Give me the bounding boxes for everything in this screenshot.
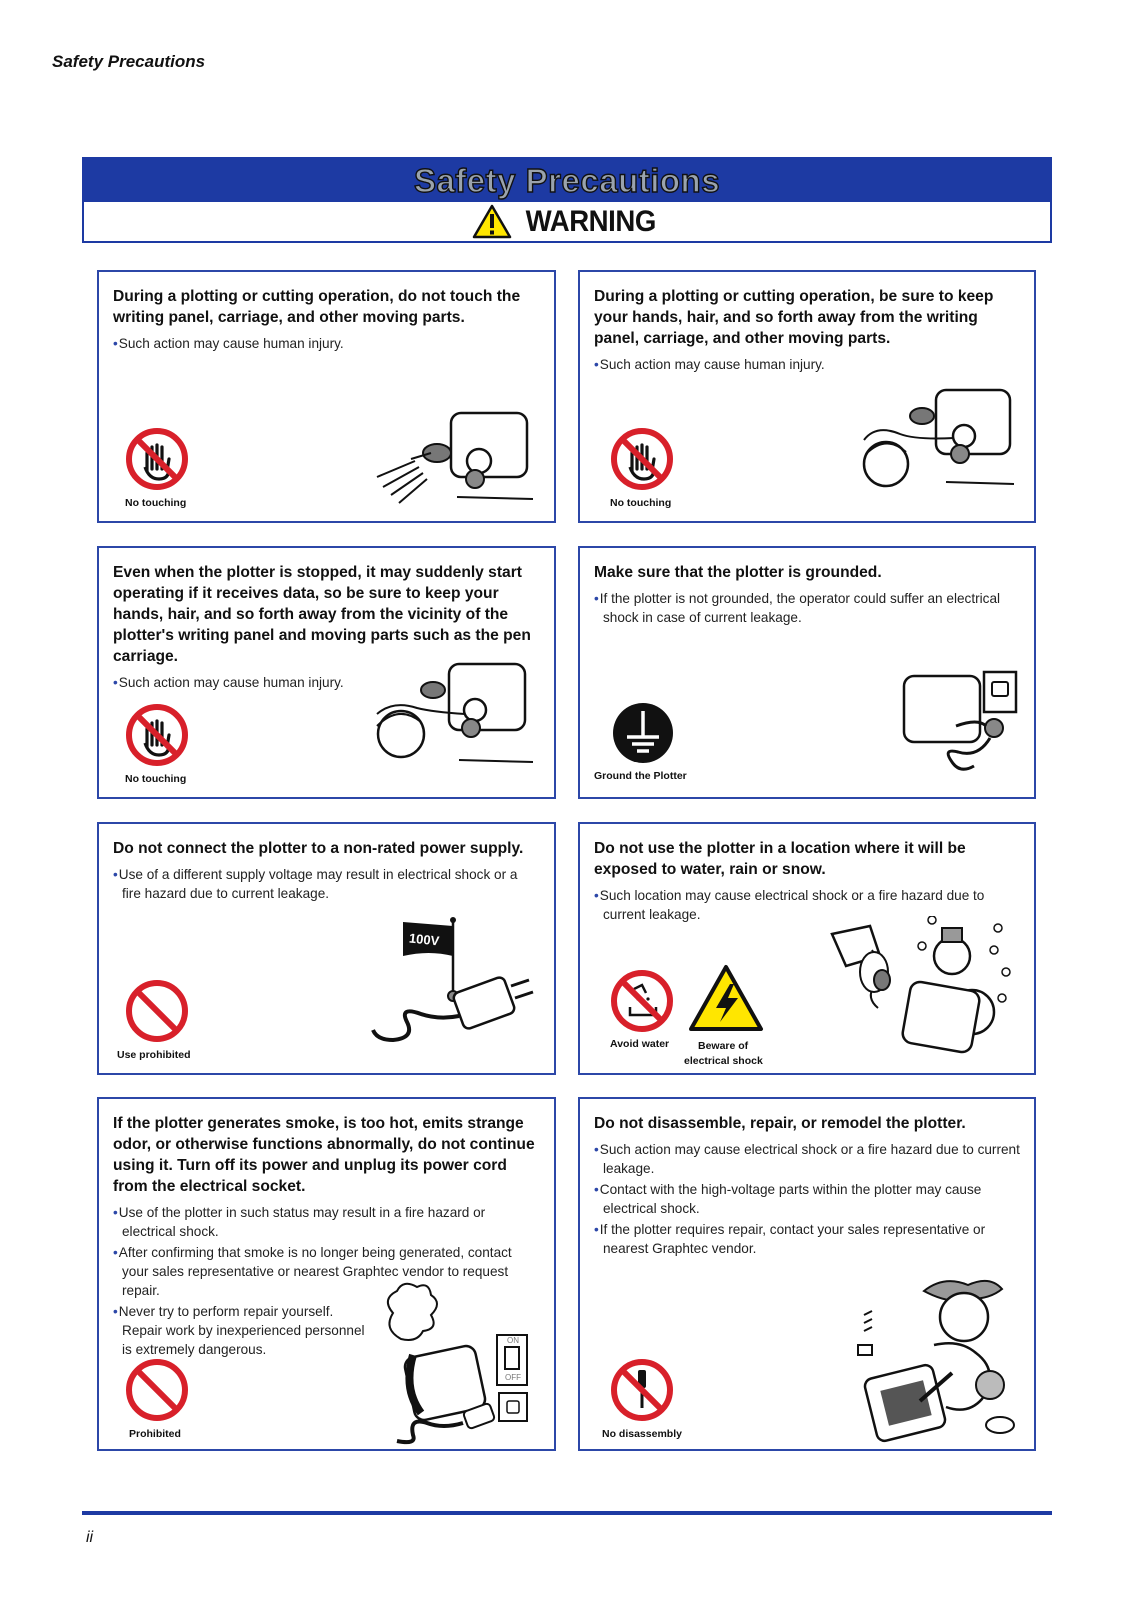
banner-title-bar <box>84 159 1050 202</box>
no-touching-icon <box>610 427 674 491</box>
panel-abnormal-operation <box>97 1097 556 1451</box>
use-prohibited-icon <box>125 979 189 1043</box>
no-touching-icon <box>125 427 189 491</box>
panel-sudden-start <box>97 546 556 799</box>
panel-bullet: • Such action may cause human injury. <box>594 355 1020 374</box>
panel-no-disassembly <box>578 1097 1036 1451</box>
running-head: Safety Precautions <box>52 52 206 71</box>
panel-heading: During a plotting or cutting operation, be sure to keep your hands, hair, and so forth away from the writing panel, carriage, and other moving parts. <box>594 288 994 347</box>
prohibited-icon <box>125 1358 189 1422</box>
electrical-shock-warning-icon <box>688 964 764 1032</box>
panel-heading: If the plotter generates smoke, is too hot, emits strange odor, or otherwise functions abnormally, do not continue using it. Turn off its power and unplug its power cord from the electrical socket. <box>113 1115 535 1195</box>
smoking-plotter-illustration <box>373 1279 537 1445</box>
panel-no-touch-moving-parts <box>97 270 556 523</box>
switch-off-label: OFF <box>505 1373 521 1382</box>
sign-label: Prohibited <box>129 1428 181 1440</box>
voltage-flag-plug-illustration <box>369 916 537 1056</box>
switch-on-label: ON <box>507 1336 519 1345</box>
sign-label: No touching <box>125 773 187 785</box>
hair-near-carriage-illustration <box>363 660 535 776</box>
warning-triangle-icon <box>472 204 512 239</box>
safety-banner <box>82 157 1052 243</box>
panel-bullet: • Use of a different supply voltage may result in electrical shock or a fire hazard due to current leakage. <box>113 865 540 903</box>
panel-keep-hands-hair-away <box>578 270 1036 523</box>
no-touching-icon <box>125 703 189 767</box>
ground-icon <box>612 702 674 764</box>
panel-bullet: • After confirming that smoke is no longer being generated, contact your sales representative or nearest Graphtec vendor to request repair. <box>113 1243 540 1300</box>
water-snow-plotter-illustration <box>822 916 1018 1070</box>
disassembling-plotter-illustration <box>850 1275 1020 1445</box>
sign-label: No touching <box>610 497 672 509</box>
sign-label: No touching <box>125 497 187 509</box>
grounded-plotter-illustration <box>898 666 1022 778</box>
banner-title: Safety Precautions <box>413 161 721 199</box>
banner-warning-row <box>84 202 1050 241</box>
sign-label: electrical shock <box>684 1055 763 1067</box>
page-number: ii <box>86 1529 94 1546</box>
panel-heading: During a plotting or cutting operation, do not touch the writing panel, carriage, and other moving parts. <box>113 288 521 326</box>
sign-label: Avoid water <box>610 1038 670 1050</box>
sign-label: Ground the Plotter <box>594 770 687 782</box>
footer-rule <box>82 1511 1052 1515</box>
panel-bullet: • Never try to perform repair yourself. Repair work by inexperienced personnel is extremely dangerous. <box>113 1302 370 1359</box>
avoid-water-icon <box>610 969 674 1033</box>
panel-bullet: • Such location may cause electrical shock or a fire hazard due to current leakage. <box>594 886 1020 924</box>
sign-label: No disassembly <box>602 1428 682 1440</box>
panel-non-rated-power <box>97 822 556 1075</box>
panel-bullet: • Contact with the high-voltage parts within the plotter may cause electrical shock. <box>594 1180 1020 1218</box>
panel-heading: Do not use the plotter in a location where it will be exposed to water, rain or snow. <box>594 840 966 878</box>
sign-label: Beware of <box>698 1040 749 1052</box>
panel-bullet: • Such action may cause human injury. <box>113 673 540 692</box>
panel-heading: Do not connect the plotter to a non-rated power supply. <box>113 840 524 857</box>
no-disassembly-icon <box>610 1358 674 1422</box>
panel-grounding <box>578 546 1036 799</box>
panel-heading: Even when the plotter is stopped, it may suddenly start operating if it receives data, so be sure to keep your hands, hair, and so forth away from the vicinity of the plotter's writing panel and moving parts such as the pen carriage. <box>113 564 531 665</box>
panel-heading: Make sure that the plotter is grounded. <box>594 564 882 581</box>
panel-bullet: • If the plotter is not grounded, the operator could suffer an electrical shock in case of current leakage. <box>594 589 1020 627</box>
sign-label: Use prohibited <box>117 1049 191 1061</box>
panel-bullet: • If the plotter requires repair, contact your sales representative or nearest Graphtec vendor. <box>594 1220 1020 1258</box>
hand-touching-plotter-illustration <box>375 407 535 507</box>
panel-bullet: • Such action may cause human injury. <box>113 334 540 353</box>
panel-heading: Do not disassemble, repair, or remodel the plotter. <box>594 1115 966 1132</box>
panel-water-exposure <box>578 822 1036 1075</box>
panel-bullet: • Use of the plotter in such status may result in a fire hazard or electrical shock. <box>113 1203 540 1241</box>
flag-label: 100V <box>408 930 441 949</box>
panel-bullet: • Such action may cause electrical shock or a fire hazard due to current leakage. <box>594 1140 1020 1178</box>
hair-near-plotter-illustration <box>856 386 1016 498</box>
warning-label: WARNING <box>525 204 657 238</box>
